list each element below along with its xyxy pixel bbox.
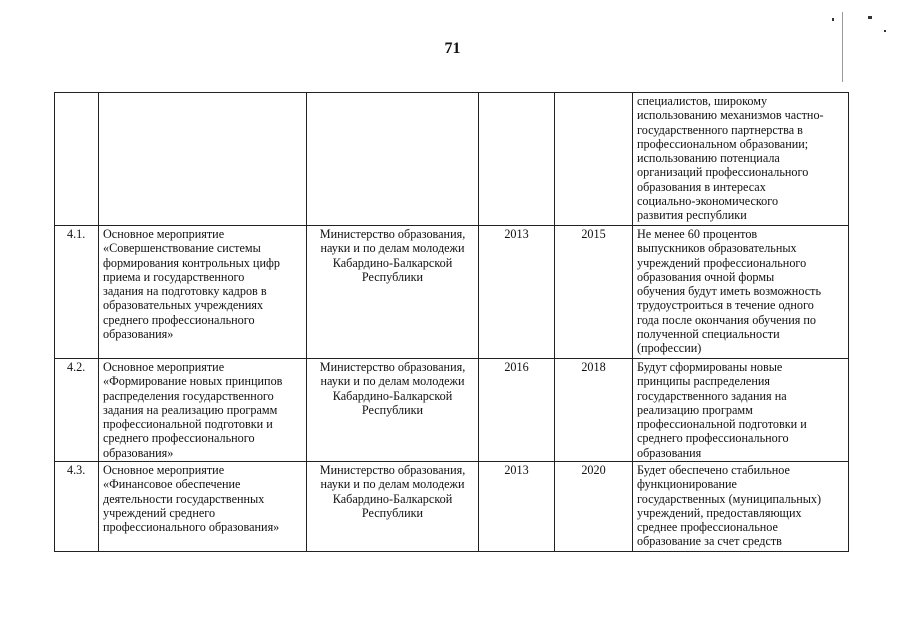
table-row	[55, 359, 849, 462]
row-number-cell	[55, 93, 99, 226]
start-year-cell: 2016	[479, 359, 555, 462]
row-number-cell: 4.3.	[55, 462, 99, 552]
expected-result-cell: специалистов, широкому использованию механизмов частно- государственного партнерства в профессиональном образовании; использованию потенциала организаций профессионального образования в интересах социально-экономического развития республики	[633, 93, 849, 226]
end-year-cell: 2020	[555, 462, 633, 552]
measure-name-cell: Основное мероприятие «Формирование новых принципов распределения государственного задания на реализацию программ профессиональной подготовки и среднего профессионального образования»	[99, 359, 307, 462]
executor-cell: Министерство образования, науки и по делам молодежи Кабардино-Балкарской Республики	[307, 226, 479, 359]
scan-mark	[884, 30, 886, 32]
row-number-cell: 4.1.	[55, 226, 99, 359]
end-year-cell: 2015	[555, 226, 633, 359]
measure-name-cell	[99, 93, 307, 226]
page-number: 71	[444, 40, 461, 57]
end-year-cell	[555, 93, 633, 226]
table-row	[55, 93, 849, 226]
measure-name-cell: Основное мероприятие «Финансовое обеспечение деятельности государственных учреждений среднего профессионального образования»	[99, 462, 307, 552]
measures-table	[54, 92, 849, 552]
end-year-cell: 2018	[555, 359, 633, 462]
measure-name-cell: Основное мероприятие «Совершенствование системы формирования контрольных цифр приема и государственного задания на подготовку кадров в образовательных учреждениях среднего профессионального образования»	[99, 226, 307, 359]
expected-result-cell: Будут сформированы новые принципы распределения государственного задания на реализацию программ профессиональной подготовки и среднего профессионального образования	[633, 359, 849, 462]
expected-result-cell: Будет обеспечено стабильное функционирование государственных (муниципальных) учреждений, предоставляющих среднее профессиональное образование за счет средств	[633, 462, 849, 552]
start-year-cell: 2013	[479, 226, 555, 359]
executor-cell: Министерство образования, науки и по делам молодежи Кабардино-Балкарской Республики	[307, 359, 479, 462]
scan-mark	[832, 18, 834, 21]
table-row	[55, 462, 849, 552]
start-year-cell: 2013	[479, 462, 555, 552]
scan-mark	[868, 16, 872, 19]
row-number-cell: 4.2.	[55, 359, 99, 462]
start-year-cell	[479, 93, 555, 226]
executor-cell: Министерство образования, науки и по делам молодежи Кабардино-Балкарской Республики	[307, 462, 479, 552]
table-row	[55, 226, 849, 359]
scan-mark	[842, 12, 843, 82]
expected-result-cell: Не менее 60 процентов выпускников образовательных учреждений профессионального образования очной формы обучения будут иметь возможность трудоустроиться в течение одного года после окончания обучения по полученной специальности (профессии)	[633, 226, 849, 359]
executor-cell	[307, 93, 479, 226]
